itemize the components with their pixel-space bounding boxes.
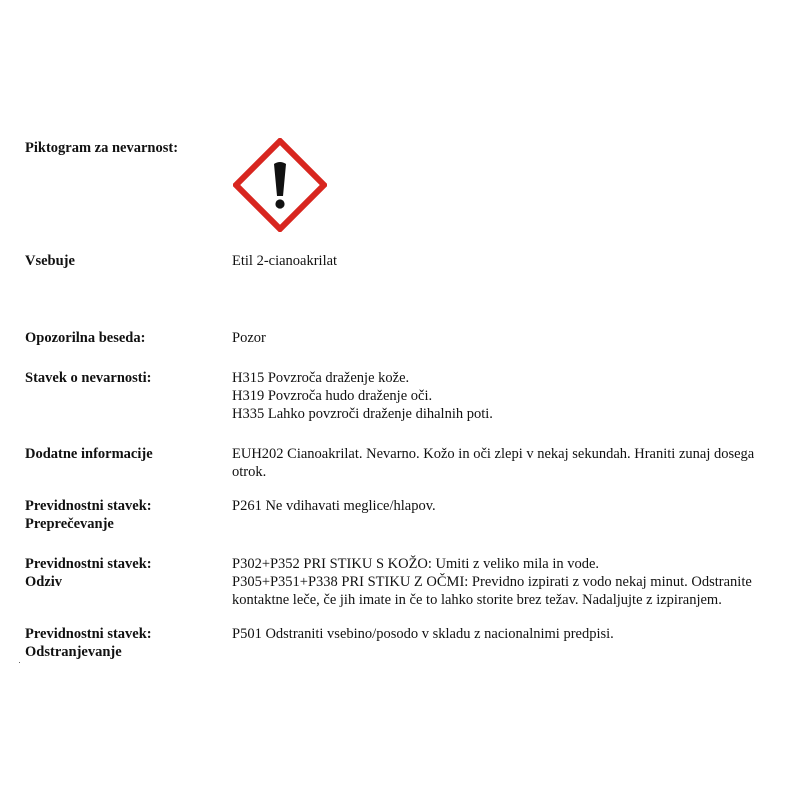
precaution-prevention-label-line2: Preprečevanje [25, 516, 114, 532]
additional-info-label: Dodatne informacije [25, 446, 153, 462]
precaution-prevention-label-line1: Previdnostni stavek: [25, 498, 152, 514]
precaution-statement-p302-p352: P302+P352 PRI STIKU S KOŽO: Umiti z veliko mila in vode. [232, 556, 600, 572]
hazard-statements-list [232, 369, 787, 423]
precaution-response-list [232, 555, 787, 609]
precaution-prevention-label [25, 497, 215, 533]
signal-word-value: Pozor [232, 330, 266, 346]
precaution-response-label [25, 555, 215, 591]
precaution-disposal-list [232, 625, 787, 643]
precaution-statement-p305-p351-p338: P305+P351+P338 PRI STIKU Z OČMI: Previdno izpirati z vodo nekaj minut. Odstranite kontaktne leče, če jih imate in če to lahko storite brez težav. Nadaljujte z izpiranjem. [232, 574, 752, 608]
additional-info-value: EUH202 Cianoakrilat. Nevarno. Kožo in oči zlepi v nekaj sekundah. Hraniti zunaj dosega otrok. [232, 446, 755, 480]
signal-word-label: Opozorilna beseda: [25, 330, 146, 346]
precaution-disposal-label-line1: Previdnostni stavek: [25, 626, 152, 642]
precaution-response-label-line1: Previdnostni stavek: [25, 556, 152, 572]
contains-value: Etil 2-cianoakrilat [232, 253, 338, 269]
hazard-statements-label: Stavek o nevarnosti: [25, 370, 152, 386]
stray-mark [19, 662, 20, 663]
precaution-disposal-label [25, 625, 215, 661]
hazard-statement-h319: H319 Povzroča hudo draženje oči. [232, 388, 433, 404]
ghs07-exclamation-mark-icon [233, 138, 327, 232]
precaution-statement-p501: P501 Odstraniti vsebino/posodo v skladu z nacionalnimi predpisi. [232, 626, 614, 642]
hazard-statement-h315: H315 Povzroča draženje kože. [232, 370, 410, 386]
precaution-disposal-label-line2: Odstranjevanje [25, 644, 122, 660]
hazard-statement-h335: H335 Lahko povzroči draženje dihalnih poti. [232, 406, 493, 422]
precaution-statement-p261: P261 Ne vdihavati meglice/hlapov. [232, 498, 436, 514]
exclamation-dot [275, 199, 284, 208]
pictogram-label: Piktogram za nevarnost: [25, 140, 179, 156]
precaution-response-label-line2: Odziv [25, 574, 63, 590]
precaution-prevention-list [232, 497, 787, 515]
contains-label: Vsebuje [25, 253, 75, 269]
